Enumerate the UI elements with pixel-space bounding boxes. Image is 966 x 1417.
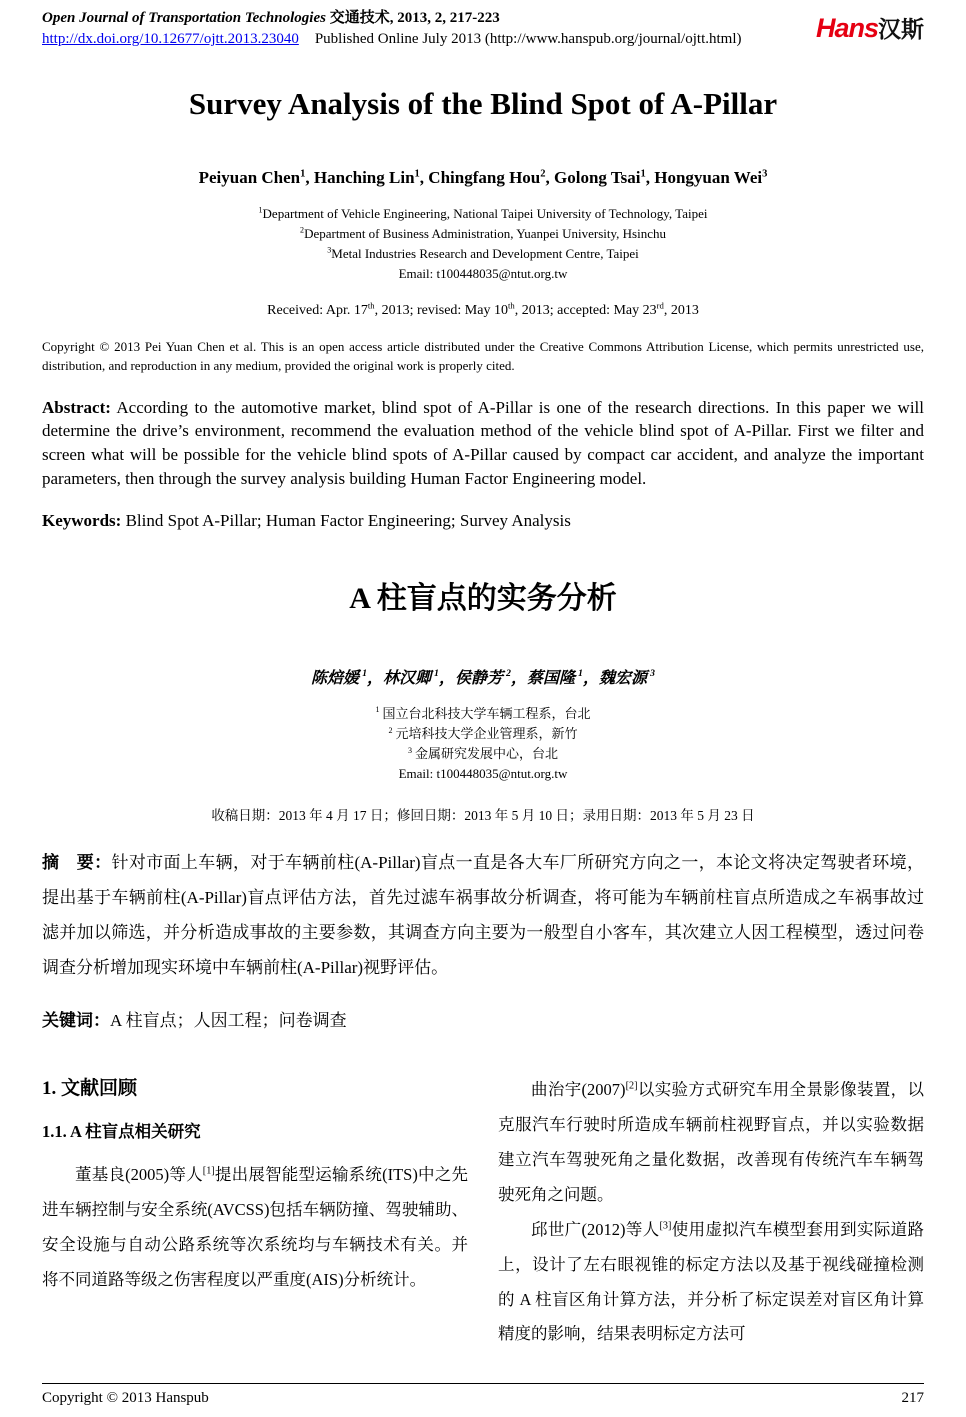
section-1-heading: 1. 文献回顾 — [42, 1077, 138, 1099]
affiliation-text: 元培科技大学企业管理系，新竹 — [395, 725, 578, 741]
publisher-logo — [816, 8, 924, 44]
hans-logo-text: Hans — [815, 13, 878, 43]
author-affiliation-mark: 1 — [362, 668, 368, 680]
received-dates-line — [42, 299, 924, 319]
email-line: Email: t100448035@ntut.org.tw — [398, 266, 568, 282]
affiliation-text: 金属研究发展中心，台北 — [415, 746, 559, 762]
author — [455, 670, 527, 687]
affiliation-text: Department of Business Administration, Yuanpei University, Hsinchu — [304, 226, 666, 242]
affiliation-number: 2 — [300, 225, 305, 235]
author-name: Hanching Lin — [313, 168, 415, 187]
doi-line — [42, 29, 741, 50]
affiliation-number: 1 — [258, 205, 263, 215]
author — [527, 670, 599, 687]
two-column-body — [42, 1073, 924, 1353]
right-column — [498, 1073, 924, 1353]
author — [311, 670, 383, 687]
author-affiliation-mark: 1 — [300, 168, 306, 180]
author-name: 陈焙媛 — [311, 669, 360, 687]
authors-cn-line — [42, 665, 924, 688]
keywords-en — [42, 511, 924, 531]
author-affiliation-mark: 3 — [650, 668, 655, 680]
author — [314, 168, 428, 187]
affiliation — [42, 204, 924, 224]
page-footer — [42, 1383, 924, 1407]
affiliation-number: 1 — [375, 705, 380, 715]
citation-ref: [2] — [625, 1080, 638, 1092]
citation-ref: [3] — [659, 1220, 672, 1232]
footer-copyright: Copyright © 2013 Hanspub — [42, 1390, 209, 1406]
author-name: 蔡国隆 — [527, 669, 576, 687]
affiliation — [42, 224, 924, 244]
author-separator: ， — [582, 669, 599, 687]
page-header — [42, 8, 924, 50]
author-affiliation-mark: 2 — [540, 168, 546, 180]
paragraph-text: 提出展智能型运输系统(ITS)中之先进车辆控制与安全系统(AVCSS)包括车辆防撞、驾驶辅助、安全设施与自动公路系统等次系统均与车辆技术有关。并将不同道路等级之伤害程度以严重度(AIS)分析统计。 — [42, 1164, 468, 1289]
affiliation — [42, 724, 924, 744]
author — [599, 670, 655, 687]
author-separator: ， — [367, 669, 384, 687]
affiliation-number: 3 — [327, 245, 332, 255]
journal-name-en: Open Journal of Transportation Technologies — [42, 10, 326, 26]
affiliation-text: Metal Industries Research and Development Centre, Taipei — [331, 246, 639, 262]
keywords-text: Blind Spot A-Pillar; Human Factor Engineering; Survey Analysis — [125, 510, 571, 530]
affiliation-text: Department of Vehicle Engineering, National Taipei University of Technology, Taipei — [262, 206, 708, 221]
section-1-1-heading: 1.1. A 柱盲点相关研究 — [42, 1121, 201, 1141]
copyright-notice: Copyright © 2013 Pei Yuan Chen et al. This is an open access article distributed under the Creative Commons Attribution License, which permits unrestricted use, distribution, and reproduction in any medium, provided the original work is properly cited. — [42, 338, 924, 374]
citation-ref: [1] — [202, 1165, 215, 1177]
author-separator: , — [305, 168, 314, 187]
keywords-cn-text: A 柱盲点；人因工程；问卷调查 — [110, 1010, 347, 1030]
paragraph-text: 曲治宇(2007) — [531, 1079, 626, 1099]
page-number: 217 — [901, 1390, 924, 1406]
author — [199, 168, 314, 187]
author-separator: , — [419, 168, 429, 187]
author-name: Chingfang Hou — [428, 168, 541, 187]
published-online-text: Published Online July 2013 (http://www.hanspub.org/journal/ojtt.html) — [314, 31, 742, 47]
received-text: , 2013; revised: May 10 — [374, 302, 508, 318]
paper-title-en: Survey Analysis of the Blind Spot of A-Pillar — [188, 86, 778, 121]
paragraph-text: 以实验方式研究车用全景影像装置，以克服汽车行驶时所造成车辆前柱视野盲点，并以实验数据建立汽车驾驶死角之量化数据，改善现有传统汽车车辆驾驶死角之问题。 — [498, 1079, 925, 1204]
author — [554, 168, 654, 187]
author-name: 侯静芳 — [455, 669, 504, 687]
abstract-en — [42, 396, 924, 491]
affiliation-text: 国立台北科技大学车辆工程系，台北 — [382, 705, 591, 721]
author-separator: , — [545, 168, 555, 187]
author-name: Golong Tsai — [554, 168, 641, 187]
received-text: Received: Apr. 17 — [267, 302, 368, 318]
affiliation — [42, 244, 924, 264]
affiliations-en — [42, 204, 924, 285]
date-ordinal: th — [507, 299, 515, 310]
author — [383, 670, 455, 687]
author-affiliation-mark: 3 — [762, 168, 768, 180]
affiliation — [42, 704, 924, 724]
keywords-label: Keywords: — [42, 510, 122, 530]
received-text: , 2013 — [663, 302, 699, 318]
body-paragraph — [498, 1213, 924, 1353]
journal-name-cn: 交通技术, 2013, 2, 217-223 — [329, 10, 500, 26]
paragraph-text: 使用虚拟汽车模型套用到实际道路上，设计了左右眼视锥的标定方法以及基于视线碰撞检测的 A 柱盲区角计算方法，并分析了标定误差对盲区角计算精度的影响，结果表明标定方法可 — [498, 1219, 924, 1344]
affiliations-cn — [42, 704, 924, 785]
left-column — [42, 1073, 468, 1353]
journal-info — [42, 8, 741, 50]
author-affiliation-mark: 1 — [414, 168, 420, 180]
author-affiliation-mark: 1 — [640, 168, 646, 180]
paragraph-text: 董基良(2005)等人 — [75, 1164, 203, 1184]
author-name: Hongyuan Wei — [654, 168, 763, 187]
author-name: Peiyuan Chen — [198, 168, 301, 187]
body-paragraph — [42, 1158, 468, 1298]
author-name: 林汉卿 — [383, 669, 432, 687]
author-separator: , — [645, 168, 655, 187]
dates-cn-line: 收稿日期：2013 年 4 月 17 日；修回日期：2013 年 5 月 10 日；录用日期：2013 年 5 月 23 日 — [211, 808, 755, 824]
author — [428, 168, 554, 187]
author-separator: ， — [439, 669, 456, 687]
abstract-label: Abstract: — [42, 397, 111, 417]
paper-title-cn: A 柱盲点的实务分析 — [349, 581, 617, 615]
author-affiliation-mark: 1 — [434, 668, 439, 680]
abstract-cn-label: 摘 要： — [42, 853, 112, 873]
received-text: , 2013; accepted: May 23 — [514, 302, 657, 318]
author-affiliation-mark: 1 — [578, 668, 583, 680]
date-ordinal: rd — [656, 299, 664, 310]
affiliation — [42, 744, 924, 764]
paragraph-text: 邱世广(2012)等人 — [531, 1219, 660, 1239]
author-name: 魏宏源 — [598, 669, 647, 687]
author-affiliation-mark: 2 — [506, 668, 511, 680]
affiliation-number: 2 — [388, 725, 393, 735]
date-ordinal: th — [367, 299, 375, 310]
body-paragraph — [498, 1073, 924, 1213]
hans-logo-cn-text: 汉斯 — [878, 16, 924, 42]
email-line: Email: t100448035@ntut.org.tw — [398, 766, 568, 782]
keywords-cn-label: 关键词： — [42, 1010, 110, 1030]
author — [654, 168, 767, 187]
abstract-cn — [42, 846, 924, 985]
doi-link[interactable]: http://dx.doi.org/10.12677/ojtt.2013.23040 — [42, 31, 299, 47]
authors-en-line — [42, 168, 924, 188]
keywords-cn — [42, 1006, 924, 1031]
journal-title-line — [42, 8, 741, 29]
author-separator: ， — [510, 669, 527, 687]
affiliation-number: 3 — [407, 745, 412, 755]
abstract-cn-text: 针对市面上车辆，对于车辆前柱(A-Pillar)盲点一直是各大车厂所研究方向之一，本论文将决定驾驶者环境，提出基于车辆前柱(A-Pillar)盲点评估方法，首先过滤车祸事故分析调查，将可能为车辆前柱盲点所造成之车祸事故过滤并加以筛选，并分析造成事故的主要参数，其调查方向主要为一般型自小客车，其次建立人因工程模型，透过问卷调查分析增加现实环境中车辆前柱(A-Pillar)视野评估。 — [42, 853, 925, 977]
abstract-text: According to the automotive market, blind spot of A-Pillar is one of the research directions. In this paper we will determine the drive’s environment, recommend the evaluation method of the vehicle blind spot of A-Pillar. First we filter and screen what will be possible for the vehicle blind spots of A-Pillar caused by compact car accident, and analyze the important parameters, then through the survey analysis building Human Factor Engineering model. — [42, 397, 925, 488]
